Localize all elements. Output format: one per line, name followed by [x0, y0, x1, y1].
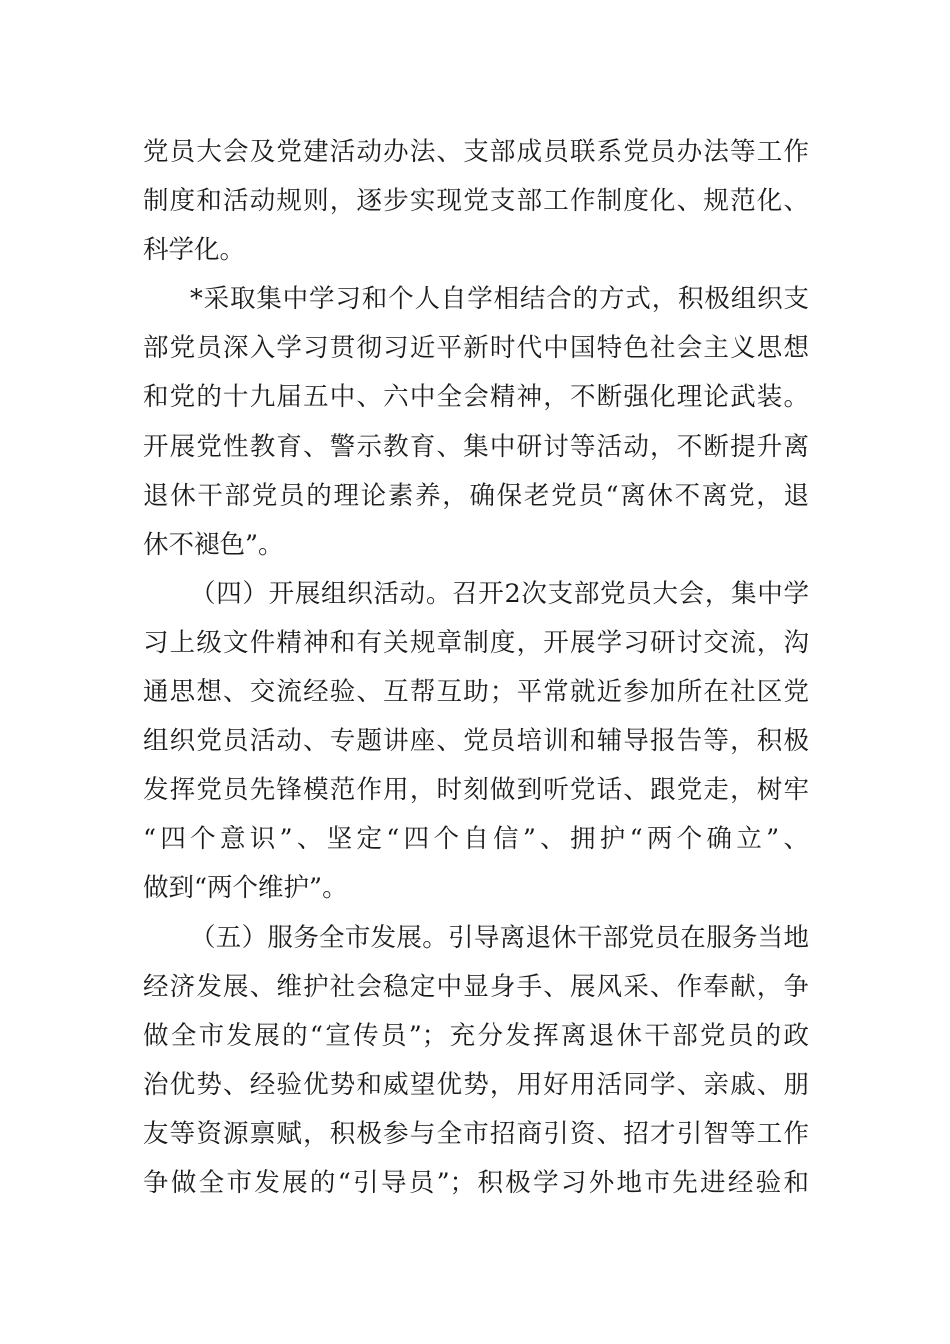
document-body [143, 128, 809, 1208]
text-line: *采取集中学习和个人自学相结合的方式，积极组织支 [190, 284, 809, 315]
text-line: 做到“两个维护”。 [143, 873, 348, 904]
text-line: （五）服务全市发展。引导离退休干部党员在服务当地 [190, 922, 809, 953]
text-line: 做全市发展的“宣传员”；充分发挥离退休干部党员的政 [143, 1020, 809, 1051]
text-line: （四）开展组织活动。召开2次支部党员大会，集中学 [190, 578, 809, 609]
text-line: 退休干部党员的理论素养，确保老党员“离休不离党，退 [143, 480, 809, 511]
text-line: 经济发展、维护社会稳定中显身手、展风采、作奉献，争 [143, 971, 809, 1002]
text-line: 组织党员活动、专题讲座、党员培训和辅导报告等，积极 [143, 726, 809, 757]
text-line: 部党员深入学习贯彻习近平新时代中国特色社会主义思想 [143, 333, 809, 364]
text-line: 科学化。 [143, 235, 246, 266]
text-line: 和党的十九届五中、六中全会精神，不断强化理论武装。 [143, 382, 809, 413]
text-line: 友等资源禀赋，积极参与全市招商引资、招才引智等工作 [143, 1118, 809, 1149]
text-line: 开展党性教育、警示教育、集中研讨等活动，不断提升离 [143, 431, 809, 462]
text-line: 治优势、经验优势和威望优势，用好用活同学、亲戚、朋 [143, 1069, 809, 1100]
text-line: 制度和活动规则，逐步实现党支部工作制度化、规范化、 [143, 186, 809, 217]
text-line: 休不褪色”。 [143, 529, 284, 560]
text-line: 党员大会及党建活动办法、支部成员联系党员办法等工作 [143, 137, 809, 167]
text-line: 发挥党员先锋模范作用，时刻做到听党话、跟党走，树牢 [143, 775, 809, 806]
text-line: “四个意识”、坚定“四个自信”、拥护“两个确立”、 [143, 824, 809, 855]
text-line: 争做全市发展的“引导员”；积极学习外地市先进经验和 [143, 1167, 809, 1198]
text-line: 通思想、交流经验、互帮互助；平常就近参加所在社区党 [143, 677, 809, 708]
text-line: 习上级文件精神和有关规章制度，开展学习研讨交流，沟 [143, 627, 809, 658]
